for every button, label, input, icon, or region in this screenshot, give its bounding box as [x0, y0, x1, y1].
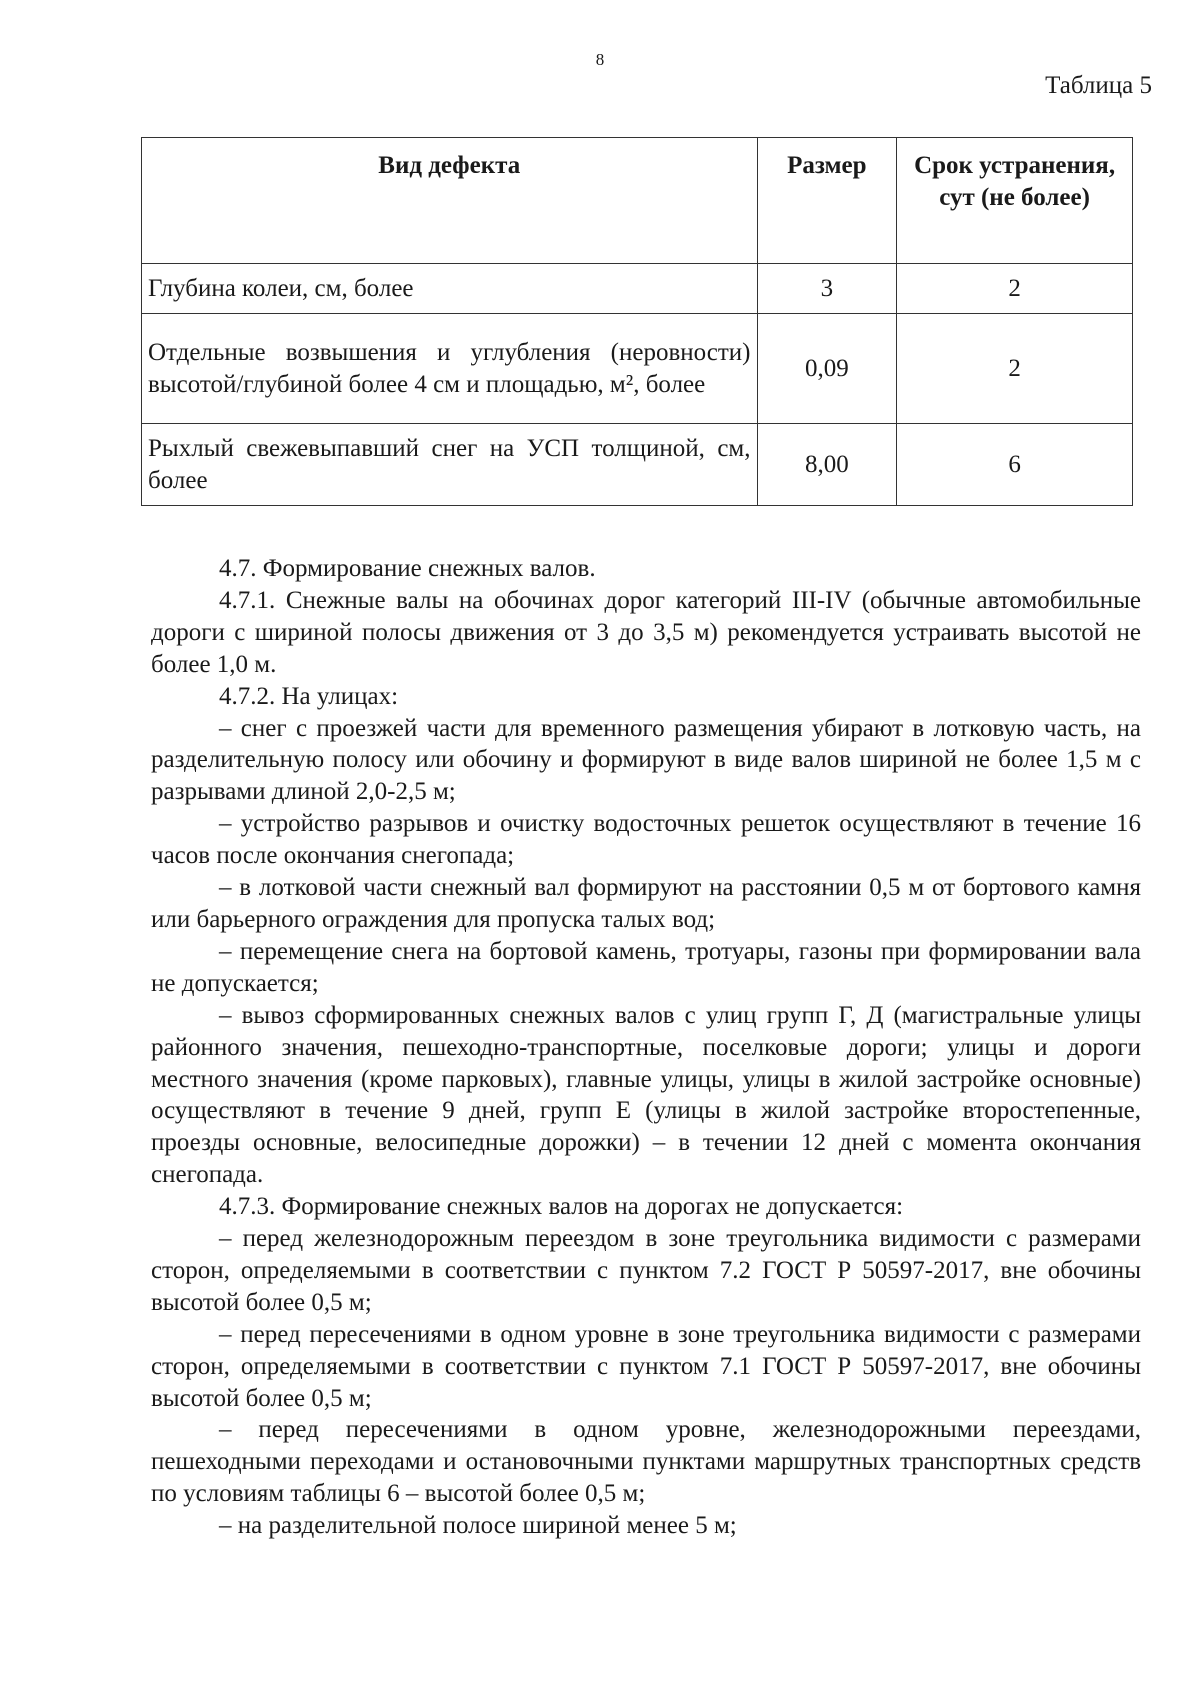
defect-cell: Рыхлый свежевыпавший снег на УСП толщиной, см, более [142, 424, 758, 506]
page-number: 8 [595, 50, 605, 69]
list-item: – на разделительной полосе шириной менее 5 м; [219, 1512, 737, 1540]
size-cell: 3 [757, 264, 897, 314]
paragraph-4-7-1: 4.7.1. Снежные валы на обочинах дорог категорий III-IV (обычные автомобильные дороги с шириной полосы движения от 3 до 3,5 м) рекомендуется устраивать высотой не более 1,0 м. [151, 586, 1141, 678]
header-fix-term: Срок устранения, сут (не более) [897, 138, 1133, 264]
header-size: Размер [757, 138, 897, 264]
table-row [142, 424, 1133, 506]
list-item: – перед пересечениями в одном уровне, железнодорожными переездами, пешеходными переходами и остановочными пунктами маршрутных транспортных средств по условиям таблицы 6 – высотой более 0,5 м; [151, 1416, 1141, 1508]
list-item: – в лотковой части снежный вал формируют на расстоянии 0,5 м от бортового камня или барьерного ограждения для пропуска талых вод; [151, 874, 1141, 933]
table-row [142, 314, 1133, 424]
defect-cell: Отдельные возвышения и углубления (неровности) высотой/глубиной более 4 см и площадью, м², более [142, 314, 758, 424]
size-cell: 0,09 [757, 314, 897, 424]
defect-cell: Глубина колеи, см, более [142, 264, 758, 314]
table-header-row [142, 138, 1133, 264]
list-item: – перед железнодорожным переездом в зоне треугольника видимости с размерами сторон, определяемыми в соответствии с пунктом 7.2 ГОСТ Р 50597-2017, вне обочины высотой более 0,5 м; [151, 1225, 1141, 1316]
defect-table [141, 137, 1133, 506]
size-cell: 8,00 [757, 424, 897, 506]
term-cell: 2 [897, 314, 1133, 424]
paragraph-4-7-3: 4.7.3. Формирование снежных валов на дорогах не допускается: [219, 1193, 904, 1221]
list-item: – устройство разрывов и очистку водосточных решеток осуществляют в течение 16 часов после окончания снегопада; [151, 810, 1141, 870]
table-caption: Таблица 5 [1045, 72, 1152, 99]
list-item: – вывоз сформированных снежных валов с улиц групп Г, Д (магистральные улицы районного значения, пешеходно-транспортные, поселковые дороги; улицы и дороги местного значения (кроме парковых), главные улицы, улицы в жилой застройке основные) осуществляют в течение 9 дней, групп Е (улицы в жилой застройке второстепенные, проезды основные, велосипедные дорожки) – в течении 12 дней с момента окончания снегопада. [151, 1001, 1141, 1189]
list-item: – перед пересечениями в одном уровне в зоне треугольника видимости с размерами сторон, определяемыми в соответствии с пунктом 7.1 ГОСТ Р 50597-2017, вне обочины высотой более 0,5 м; [151, 1320, 1141, 1412]
term-cell: 2 [897, 264, 1133, 314]
list-item: – снег с проезжей части для временного размещения убирают в лотковую часть, на разделительную полосу или обочину и формируют в виде валов шириной не более 1,5 м с разрывами длиной 2,0-2,5 м; [151, 714, 1141, 806]
header-defect-type: Вид дефекта [142, 138, 758, 264]
list-item: – перемещение снега на бортовой камень, тротуары, газоны при формировании вала не допускается; [151, 937, 1141, 997]
term-cell: 6 [897, 424, 1133, 506]
body-text [151, 553, 1141, 1542]
section-heading-4-7: 4.7. Формирование снежных валов. [219, 555, 596, 582]
table-row [142, 264, 1133, 314]
paragraph-4-7-2: 4.7.2. На улицах: [219, 682, 399, 710]
